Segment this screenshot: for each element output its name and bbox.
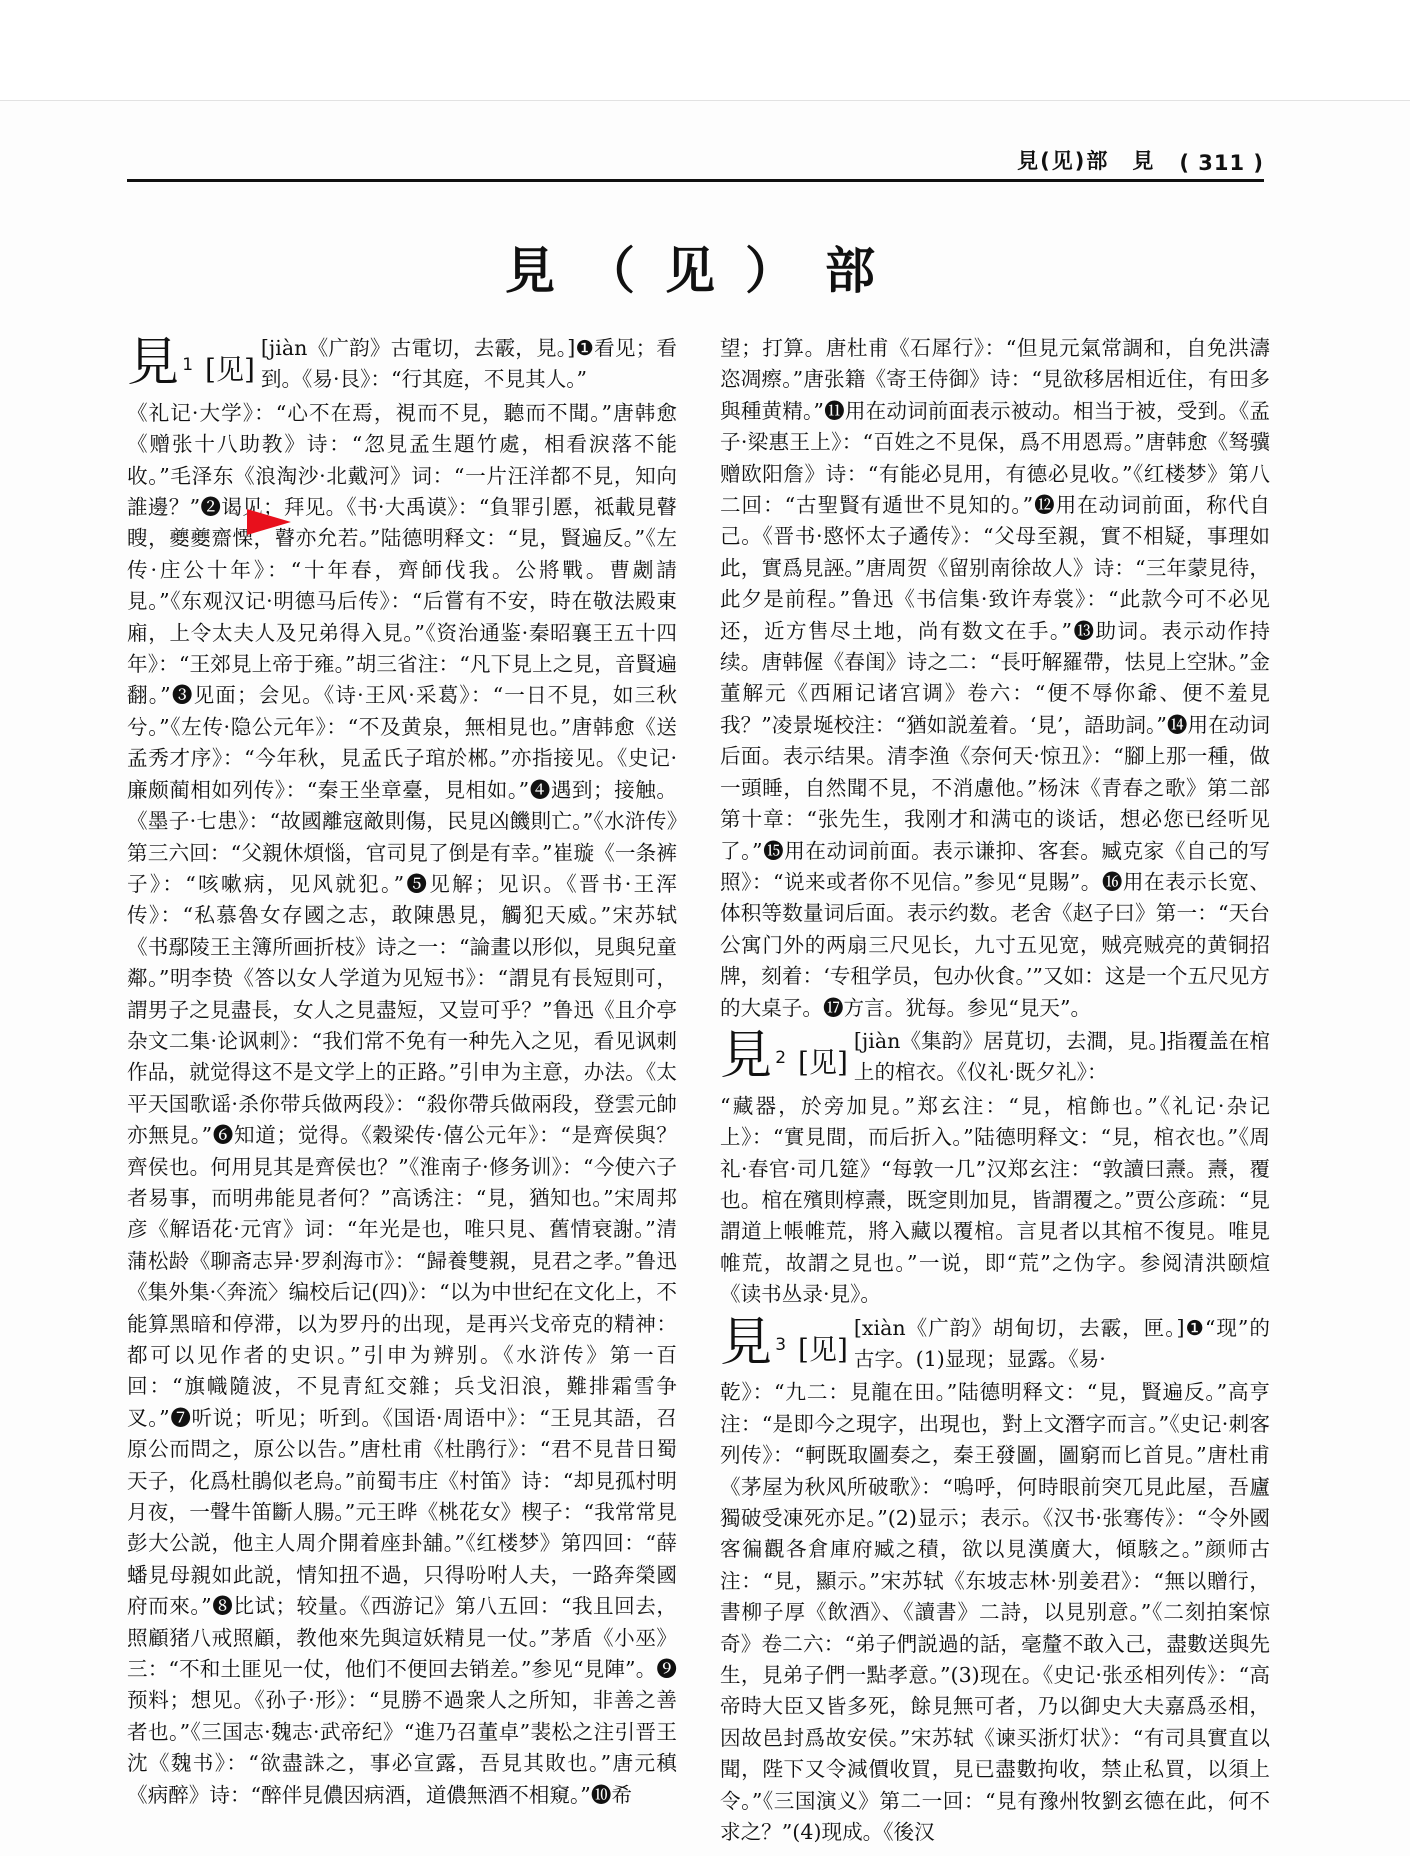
headword-2: 見 2 (720, 1025, 787, 1086)
red-arrow-icon (247, 509, 291, 535)
entry-1-body (127, 398, 677, 1811)
definition-text: “藏器，於旁加見。”郑玄注：“見，棺飾也。”《礼记·杂记上》：“實見間，而后折入。”陆德明释文：“見，棺衣也。”《周礼·春官·司几筵》“每敦一几”汉郑玄注：“敦讀曰燾。燾，覆也。棺在殯則椁燾，既窆則加見，皆謂覆之。”贾公彦疏：“見謂道上帳帷荒，將入藏以覆棺。言見者以其棺不復見。唯見帷荒，故謂之見也。”一说，即“荒”之伪字。参阅清洪颐煊《读书丛录·見》。 (720, 1093, 1270, 1307)
simplified-form: [见] (205, 353, 255, 386)
dictionary-page (0, 100, 1410, 1856)
definition-text: 乾》：“九二：見龍在田。”陆德明释文：“見，賢遍反。”高亨注：“是即今之現字，出現也，對上文潛字而言。”《史记·刺客列传》：“軻既取圖奏之，秦王發圖，圖窮而匕首見。”唐杜甫《茅屋为秋风所破歌》：“嗚呼，何時眼前突兀見此屋，吾廬獨破受凍死亦足。”(2)显示；表示。《汉书·张骞传》：“令外國客徧觀各倉庫府臧之積，欲以見漢廣大，傾駭之。”颜师古注：“見，顯示。”宋苏轼《东坡志林·别姜君》：“無以贈行，書柳子厚《飲酒》、《讀書》二詩，以見别意。”《二刻拍案惊奇》卷二六：“弟子們説過的話，毫釐不敢入己，盡數送與先生，見弟子們一點孝意。”(3)现在。《史记·张丞相列传》：“高帝時大臣又皆多死，餘見無可者，乃以御史大夫嘉爲丞相，因故邑封爲故安侯。”宋苏轼《谏买浙灯状》：“有司具實直以聞，陛下又令減價收買，見已盡數拘收，禁止私買，以須上令。”《三国演义》第二一回：“見有豫州牧劉玄德在此，何不求之？”(4)现成。《後汉 (720, 1380, 1270, 1845)
headword-1: 見 1 (127, 333, 194, 393)
page-number: ( 311 ) (1179, 151, 1264, 175)
entry-3-body (720, 1377, 1270, 1848)
entry-2-body (720, 1091, 1270, 1311)
section-title: 見（见）部 (505, 242, 905, 300)
entry-3-head (720, 1313, 1270, 1376)
headword-3: 見 3 (720, 1312, 787, 1373)
pronunciation: [jiàn《集韵》居莧切，去澗，見。]指覆盖在棺上的棺衣。《仪礼·既夕礼》： (853, 1028, 1270, 1085)
definition-text: 望；打算。唐杜甫《石犀行》：“但見元氣常調和，自免洪濤恣凋瘵。”唐张籍《寄王侍御》诗：“見欲移居相近住，有田多與種黄精。”⓫用在动词前面表示被动。相当于被，受到。《孟子·梁惠王上》：“百姓之不見保，爲不用恩焉。”唐韩愈《驽骥赠欧阳詹》诗：“有能必見用，有德必見收。”《红楼梦》第八二回：“古聖賢有遁世不見知的。”⓬用在动词前面，称代自己。《晋书·愍怀太子遹传》：“父母至親，實不相疑，事理如此，實爲見誣。”唐周贺《留别南徐故人》诗：“三年蒙見待，此夕是前程。”鲁迅《书信集·致许寿裳》：“此款今可不必见还，近方售尽土地，尚有数文在手。”⓭助词。表示动作持续。唐韩偓《春闺》诗之二：“長吁解羅帶，怯見上空牀。”金董解元《西厢记诸宫调》卷六：“便不辱你爺、便不羞見我？”凌景埏校注：“猶如説羞着。‘見’，語助詞。”⓮用在动词后面。表示结果。清李渔《奈何天·惊丑》：“腳上那一種，做一頭睡，自然聞不見，不消慮他。”杨沫《青春之歌》第二部第十章：“张先生，我刚才和满屯的谈话，想必您已经听见了。”⓯用在动词前面。表示谦抑、客套。臧克家《自己的写照》：“说来或者你不见信。”参见“見賜”。⓰用在表示长宽、体积等数量词后面。表示约数。老舍《赵子曰》第一：“天台公寓门外的两扇三尺见长，九寸五见宽，贼亮贼亮的黄铜招牌，刻着：‘专租学员，包办伙食。’”又如：这是一个五尺见方的大桌子。⓱方言。犹每。参见“見天”。 (720, 336, 1270, 1020)
pronunciation: [jiàn《广韵》古電切，去霰，見。]❶看见；看到。《易·艮》：“行其庭，不見其人。” (260, 336, 677, 392)
right-column (720, 333, 1270, 1849)
running-head: 見(见)部 見 (1017, 149, 1156, 173)
pronunciation: [xiàn《广韵》胡甸切，去霰，匣。]❶“现”的古字。(1)显现；显露。《易· (853, 1315, 1270, 1371)
left-column (127, 333, 677, 1811)
definition-text: 《礼记·大学》：“心不在焉，視而不見，聽而不聞。”唐韩愈《赠张十八助教》诗：“忽見孟生題竹處，相看淚落不能收。”毛泽东《浪淘沙·北戴河》词：“一片汪洋都不見，知向誰邊？”❷谒见；拜见。《书·大禹谟》：“負罪引慝，祗載見瞽瞍，夔夔齋慄，瞽亦允若。”陆德明释文：“見，賢遍反。”《左传·庄公十年》：“十年春，齊師伐我。公將戰。曹劌請見。”《东观汉记·明德马后传》：“后嘗有不安，時在敬法殿東廂，上令太夫人及兄弟得入見。”《资治通鉴·秦昭襄王五十四年》：“王郊見上帝于雍。”胡三省注：“凡下見上之見，音賢遍翻。”❸见面；会见。《诗·王风·采葛》：“一日不見，如三秋兮。”《左传·隐公元年》：“不及黄泉，無相見也。”唐韩愈《送孟秀才序》：“今年秋，見孟氏子琯於郴。”亦指接见。《史记·廉颇蔺相如列传》：“秦王坐章臺，見相如。”❹遇到；接触。《墨子·七患》：“故國離寇敵則傷，民見凶饑則亡。”《水浒传》第三六回：“父親休煩惱，官司見了倒是有幸。”崔璇《一条裤子》：“咳嗽病，见风就犯。”❺见解；见识。《晋书·王浑传》：“私慕魯女存國之志，敢陳愚見，觸犯天威。”宋苏轼《书鄢陵王主簿所画折枝》诗之一：“論畫以形似，見與兒童鄰。”明李贽《答以女人学道为见短书》：“謂見有長短則可，謂男子之見盡長，女人之見盡短，又豈可乎？”鲁迅《且介亭杂文二集·论讽刺》：“我们常不免有一种先入之见，看见讽刺作品，就觉得这不是文学上的正路。”引申为主意，办法。《太平天国歌谣·杀你带兵做两段》：“殺你帶兵做兩段，登雲元帥亦無見。”❻知道；觉得。《穀梁传·僖公元年》：“是齊侯與？齊侯也。何用見其是齊侯也？”《淮南子·修务训》：“今使六子者易事，而明弗能見者何？”高诱注：“見，猶知也。”宋周邦彦《解语花·元宵》词：“年光是也，唯只見、舊情衰謝。”清蒲松龄《聊斋志异·罗刹海市》：“歸養雙親，見君之孝。”鲁迅《集外集·〈奔流〉编校后记(四)》：“以为中世纪在文化上，不能算黑暗和停滞，以为罗丹的出现，是再兴戈帝克的精神：都可以见作者的史识。”引申为辨别。《水浒传》第一百回：“旗幟隨波，不見青紅交雜；兵戈汨浪，難排霜雪争叉。”❼听说；听见；听到。《国语·周语中》：“王見其語，召原公而問之，原公以告。”唐杜甫《杜鹃行》：“君不見昔日蜀天子，化爲杜鵑似老烏。”前蜀韦庄《村笛》诗：“却見孤村明月夜，一聲牛笛斷人腸。”元王晔《桃花女》楔子：“我常常見彭大公説，他主人周介開着座卦舖。”《红楼梦》第四回：“薛蟠見母親如此説，情知扭不過，只得吩咐人夫，一路奔榮國府而來。”❽比试；较量。《西游记》第八五回：“我且回去，照顧猪八戒照顧，教他來先與這妖精見一仗。”茅盾《小巫》三：“不和土匪见一仗，他们不便回去销差。”参见“見陣”。❾预料；想见。《孙子·形》：“見勝不過衆人之所知，非善之善者也。”《三国志·魏志·武帝纪》“進乃召董卓”裴松之注引晋王沈《魏书》：“欲盡誅之，事必宣露，吾見其敗也。”唐元稹《病醉》诗：“醉伴見儂因病酒，道儂無酒不相窺。”❿希 (127, 400, 677, 1807)
entry-1-continuation (720, 333, 1270, 1024)
homograph-number: 1 (182, 355, 194, 375)
simplified-form: [见] (798, 1332, 848, 1366)
simplified-form: [见] (798, 1045, 848, 1079)
homograph-number: 2 (775, 1047, 787, 1068)
homograph-number: 3 (775, 1334, 787, 1355)
page-header (127, 141, 1264, 182)
entry-2-head (720, 1026, 1270, 1089)
entry-1-head (127, 333, 677, 396)
